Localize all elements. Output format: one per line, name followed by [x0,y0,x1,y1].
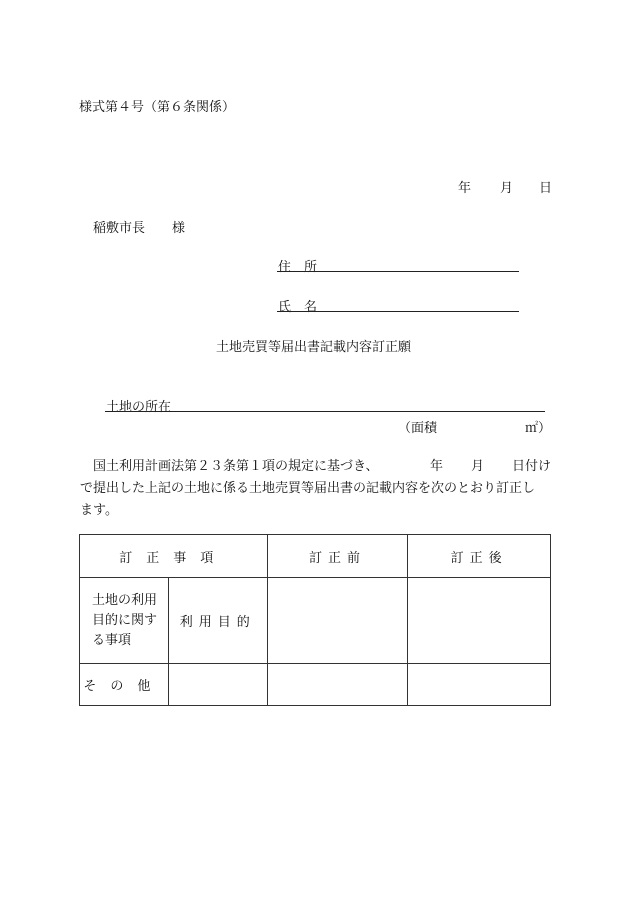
header-after: 訂正後 [408,535,551,578]
header-before: 訂正前 [267,535,408,578]
body-line3: ます。 [80,503,118,518]
body-line2: で提出した上記の土地に係る土地売買等届出書の記載内容を次のとおり訂正し [80,481,536,496]
correction-table [79,534,551,706]
address-field[interactable] [277,256,519,272]
land-location-field[interactable] [105,396,545,412]
row2-category: その他 [80,664,169,706]
body-line1-pre: 国土利用計画法第２３条第１項の規定に基づき、 [93,459,379,474]
table-header-row [80,535,551,578]
area-unit: ㎡） [525,421,552,436]
row2-before-cell[interactable] [267,664,408,706]
header-item: 訂正事項 [80,535,268,578]
table-row [80,664,551,706]
row2-sub-cell[interactable] [168,664,267,706]
name-label: 氏 名 [278,300,318,315]
row1-after-cell[interactable] [408,578,551,664]
body-line1-day: 日付け [512,459,552,474]
date-day: 日 [539,181,553,196]
body-paragraph [80,456,554,522]
row2-after-cell[interactable] [408,664,551,706]
row1-category: 土地の利用目的に関する事項 [80,578,169,664]
land-location-label: 土地の所在 [106,400,172,415]
date-month: 月 [500,181,514,196]
addressee-honorific: 様 [172,221,186,236]
address-label: 住 所 [278,260,318,275]
addressee-name: 稲敷市長 [93,221,146,236]
date-year: 年 [458,181,472,196]
row1-before-cell[interactable] [267,578,408,664]
row1-sub: 利用目的 [168,578,267,664]
table-row [80,578,551,664]
body-line1-year: 年 [430,459,444,474]
document-title: 土地売買等届出書記載内容訂正願 [216,340,412,355]
body-line1-month: 月 [471,459,485,474]
name-field[interactable] [277,296,519,312]
area-open: （面積 [398,421,438,436]
form-number: 様式第４号（第６条関係） [79,100,236,115]
